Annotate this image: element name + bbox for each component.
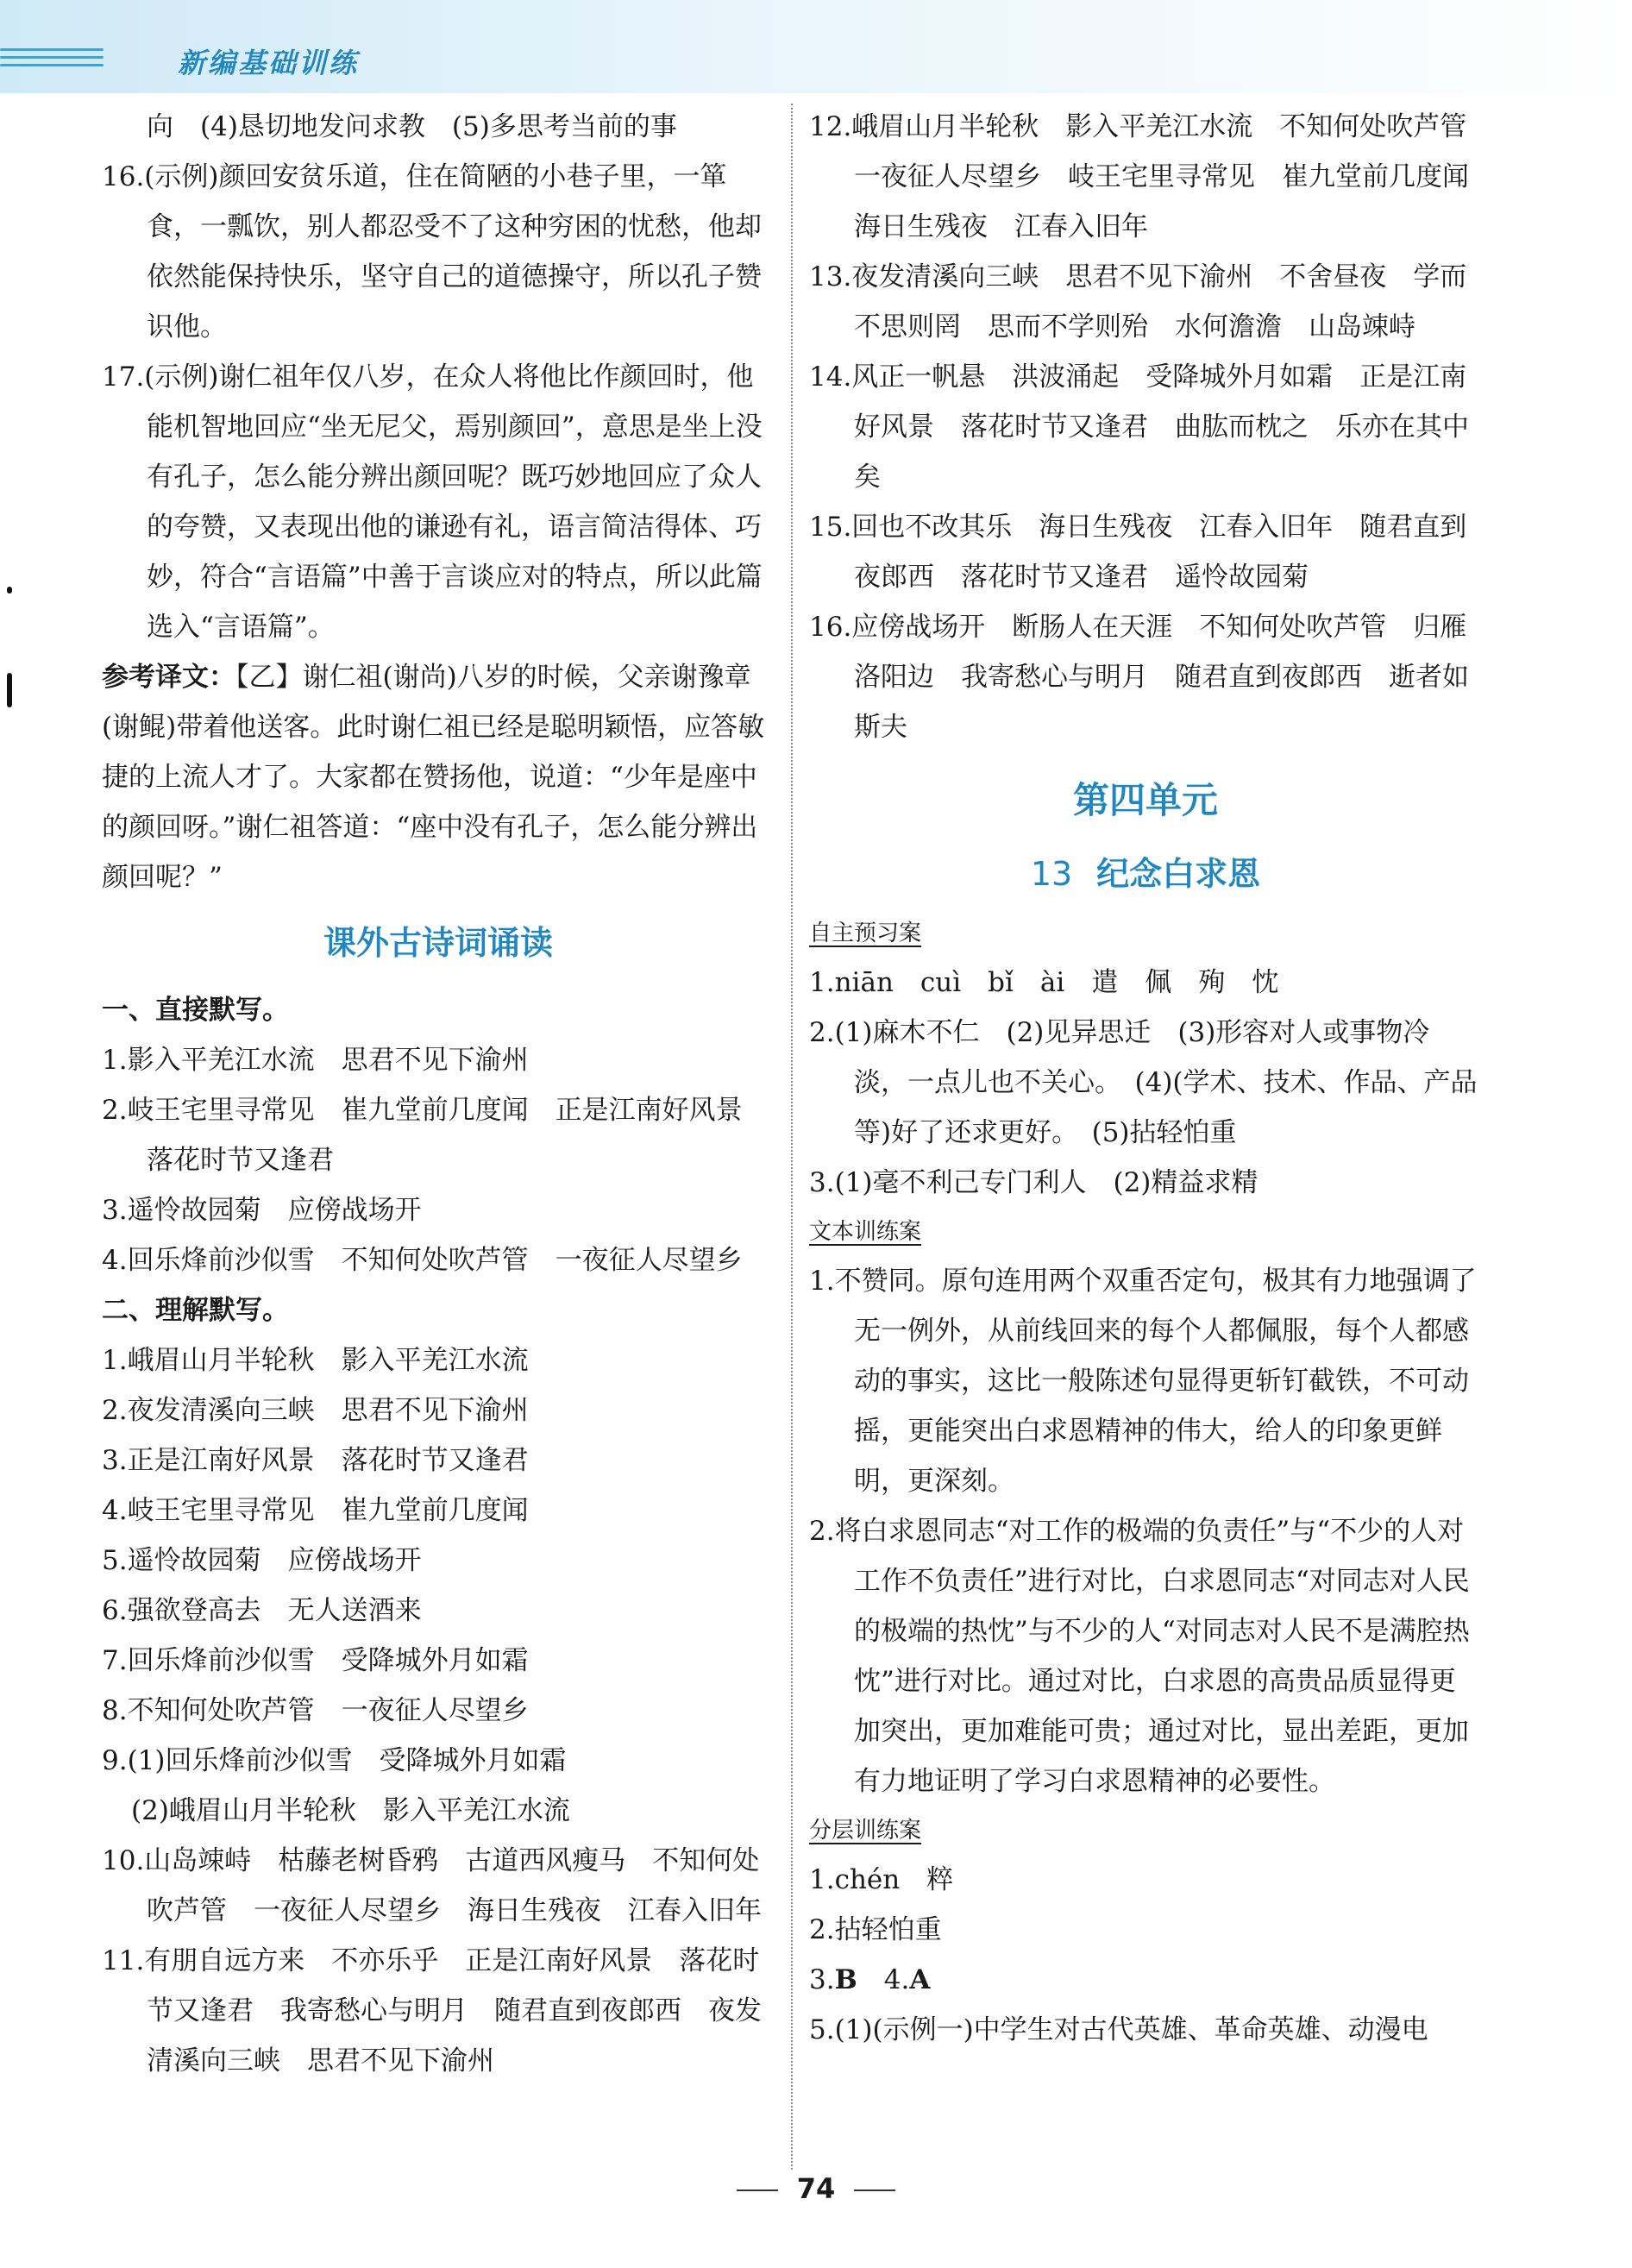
answer-item: 14.风正一帆悬 洪波涌起 受降城外月如霜 正是江南好风景 落花时节又逢君 曲肱而枕之 乐亦在其中矣 — [809, 361, 1469, 493]
part1-item: 2.岐王宅里寻常见 崔九堂前几度闻 正是江南好风景 落花时节又逢君 — [102, 1095, 769, 1176]
unit-title: 第四单元 — [1072, 779, 1218, 821]
part1-heading: 一、直接默写。 — [102, 995, 289, 1026]
reference-label: 参考译文： — [102, 662, 235, 693]
layer-item: 1.chén 粹 — [809, 1864, 954, 1895]
part2-item: 2.夜发清溪向三峡 思君不见下渝州 — [102, 1395, 529, 1426]
part2-item: 11.有朋自远方来 不亦乐乎 正是江南好风景 落花时节又逢君 我寄愁心与明月 随君直到夜郎西 夜发清溪向三峡 思君不见下渝州 — [102, 1945, 762, 2076]
page-number: 74 — [796, 2172, 836, 2205]
lesson-name: 纪念白求恩 — [1096, 855, 1261, 893]
answer-choice: B — [834, 1964, 857, 1995]
layer-item: 5.(1)(示例一)中学生对古代英雄、革命英雄、动漫电 — [809, 2014, 1428, 2045]
answer-item-16: 16.(示例)颜回安贫乐道，住在简陋的小巷子里，一箪食，一瓢饮，别人都忍受不了这种穷困的忧愁，他却依然能保持快乐，坚守自己的道德操守，所以孔子赞识他。 — [102, 161, 762, 342]
lesson-title — [809, 851, 1482, 897]
part1-item: 3.遥怜故园菊 应傍战场开 — [102, 1195, 422, 1226]
margin-mark — [7, 587, 12, 594]
part2-item: 9.(1)回乐烽前沙似雪 受降城外月如霜 — [102, 1745, 567, 1776]
part2-item: 5.遥怜故园菊 应傍战场开 — [102, 1545, 422, 1576]
subsection-heading: 自主预习案 — [809, 920, 922, 946]
part1-item: 1.影入平羌江水流 思君不见下渝州 — [102, 1045, 529, 1076]
preview-item: 1.niān cuì bǐ ài 遣 佩 殉 忱 — [809, 967, 1279, 998]
answer-item: 15.回也不改其乐 海日生残夜 江春入旧年 随君直到夜郎西 落花时节又逢君 遥怜故园菊 — [809, 512, 1467, 593]
answer-choice: A — [909, 1964, 931, 1995]
column-divider — [791, 104, 793, 2170]
part2-item: 10.山岛竦峙 枯藤老树昏鸦 古道西风瘦马 不知何处吹芦管 一夜征人尽望乡 海日生残夜 江春入旧年 — [102, 1845, 762, 1926]
part2-item: 6.强欲登高去 无人送酒来 — [102, 1595, 422, 1626]
layer-item: 3.B 4.A — [809, 1964, 931, 1995]
preview-item: 3.(1)毫不利己专门利人 (2)精益求精 — [809, 1167, 1259, 1198]
part2-item: 7.回乐烽前沙似雪 受降城外月如霜 — [102, 1645, 529, 1676]
answer-item: 13.夜发清溪向三峡 思君不见下渝州 不舍昼夜 学而不思则罔 思而不学则殆 水何澹澹 山岛竦峙 — [809, 261, 1467, 342]
page-header — [0, 0, 1632, 93]
subsection-heading: 分层训练案 — [809, 1818, 922, 1844]
answer-item: 16.应傍战场开 断肠人在天涯 不知何处吹芦管 归雁洛阳边 我寄愁心与明月 随君直到夜郎西 逝者如斯夫 — [809, 612, 1469, 743]
part2-heading: 二、理解默写。 — [102, 1295, 289, 1326]
part1-item: 4.回乐烽前沙似雪 不知何处吹芦管 一夜征人尽望乡 — [102, 1245, 743, 1276]
subsection-heading: 文本训练案 — [809, 1219, 922, 1245]
page-footer — [0, 2167, 1632, 2210]
book-title: 新编基础训练 — [178, 47, 360, 79]
reference-translation — [102, 652, 775, 902]
layer-item: 2.拈轻怕重 — [809, 1914, 942, 1945]
text-training-item: 2.将白求恩同志“对工作的极端的负责任”与“不少的人对工作不负责任”进行对比，白求恩同志“对同志对人民的极端的热忱”与不少的人“对同志对人民不是满腔热忱”进行对比。通过对比，白求恩的高贵品质显得更加突出，更加难能可贵；通过对比，显出差距，更加有力地证明了学习白求恩精神的必要性。 — [809, 1516, 1470, 1797]
section-title: 课外古诗词诵读 — [323, 924, 553, 962]
right-column — [809, 102, 1496, 2055]
answer-line: 向 (4)恳切地发问求教 (5)多思考当前的事 — [147, 111, 677, 142]
answer-item: 12.峨眉山月半轮秋 影入平羌江水流 不知何处吹芦管 一夜征人尽望乡 岐王宅里寻常见 崔九堂前几度闻 海日生残夜 江春入旧年 — [809, 111, 1496, 242]
part2-item: 8.不知何处吹芦管 一夜征人尽望乡 — [102, 1695, 529, 1726]
text-training-item: 1.不赞同。原句连用两个双重否定句，极其有力地强调了无一例外，从前线回来的每个人都佩服，每个人都感动的事实，这比一般陈述句显得更斩钉截铁，不可动摇，更能突出白求恩精神的伟大，给人的印象更鲜明，更深刻。 — [809, 1266, 1477, 1497]
answer-item-17: 17.(示例)谢仁祖年仅八岁，在众人将他比作颜回时，他能机智地回应“坐无尼父，焉别颜回”，意思是坐上没有孔子，怎么能分辨出颜回呢？既巧妙地回应了众人的夸赞，又表现出他的谦逊有礼，语言简洁得体、巧妙，符合“言语篇”中善于言谈应对的特点，所以此篇选入“言语篇”。 — [102, 361, 763, 643]
header-decoration — [0, 48, 104, 72]
reference-text: 【乙】谢仁祖(谢尚)八岁的时候，父亲谢豫章(谢鲲)带着他送客。此时谢仁祖已经是聪明颖悟，应答敏捷的上流人才了。大家都在赞扬他，说道：“少年是座中的颜回呀。”谢仁祖答道：“座中没有孔子，怎么能分辨出颜回呢？” — [102, 662, 765, 893]
lesson-number: 13 — [1030, 855, 1073, 893]
part2-item: 4.岐王宅里寻常见 崔九堂前几度闻 — [102, 1495, 529, 1526]
part2-item: 3.正是江南好风景 落花时节又逢君 — [102, 1445, 529, 1476]
margin-mark — [7, 673, 12, 707]
preview-item: 2.(1)麻木不仁 (2)见异思迁 (3)形容对人或事物冷淡，一点儿也不关心。 (4)(学术、技术、作品、产品等)好了还求更好。 (5)拈轻怕重 — [809, 1017, 1478, 1148]
left-column — [102, 102, 775, 2086]
part2-item: 1.峨眉山月半轮秋 影入平羌江水流 — [102, 1345, 529, 1376]
part2-item: (2)峨眉山月半轮秋 影入平羌江水流 — [131, 1795, 570, 1826]
